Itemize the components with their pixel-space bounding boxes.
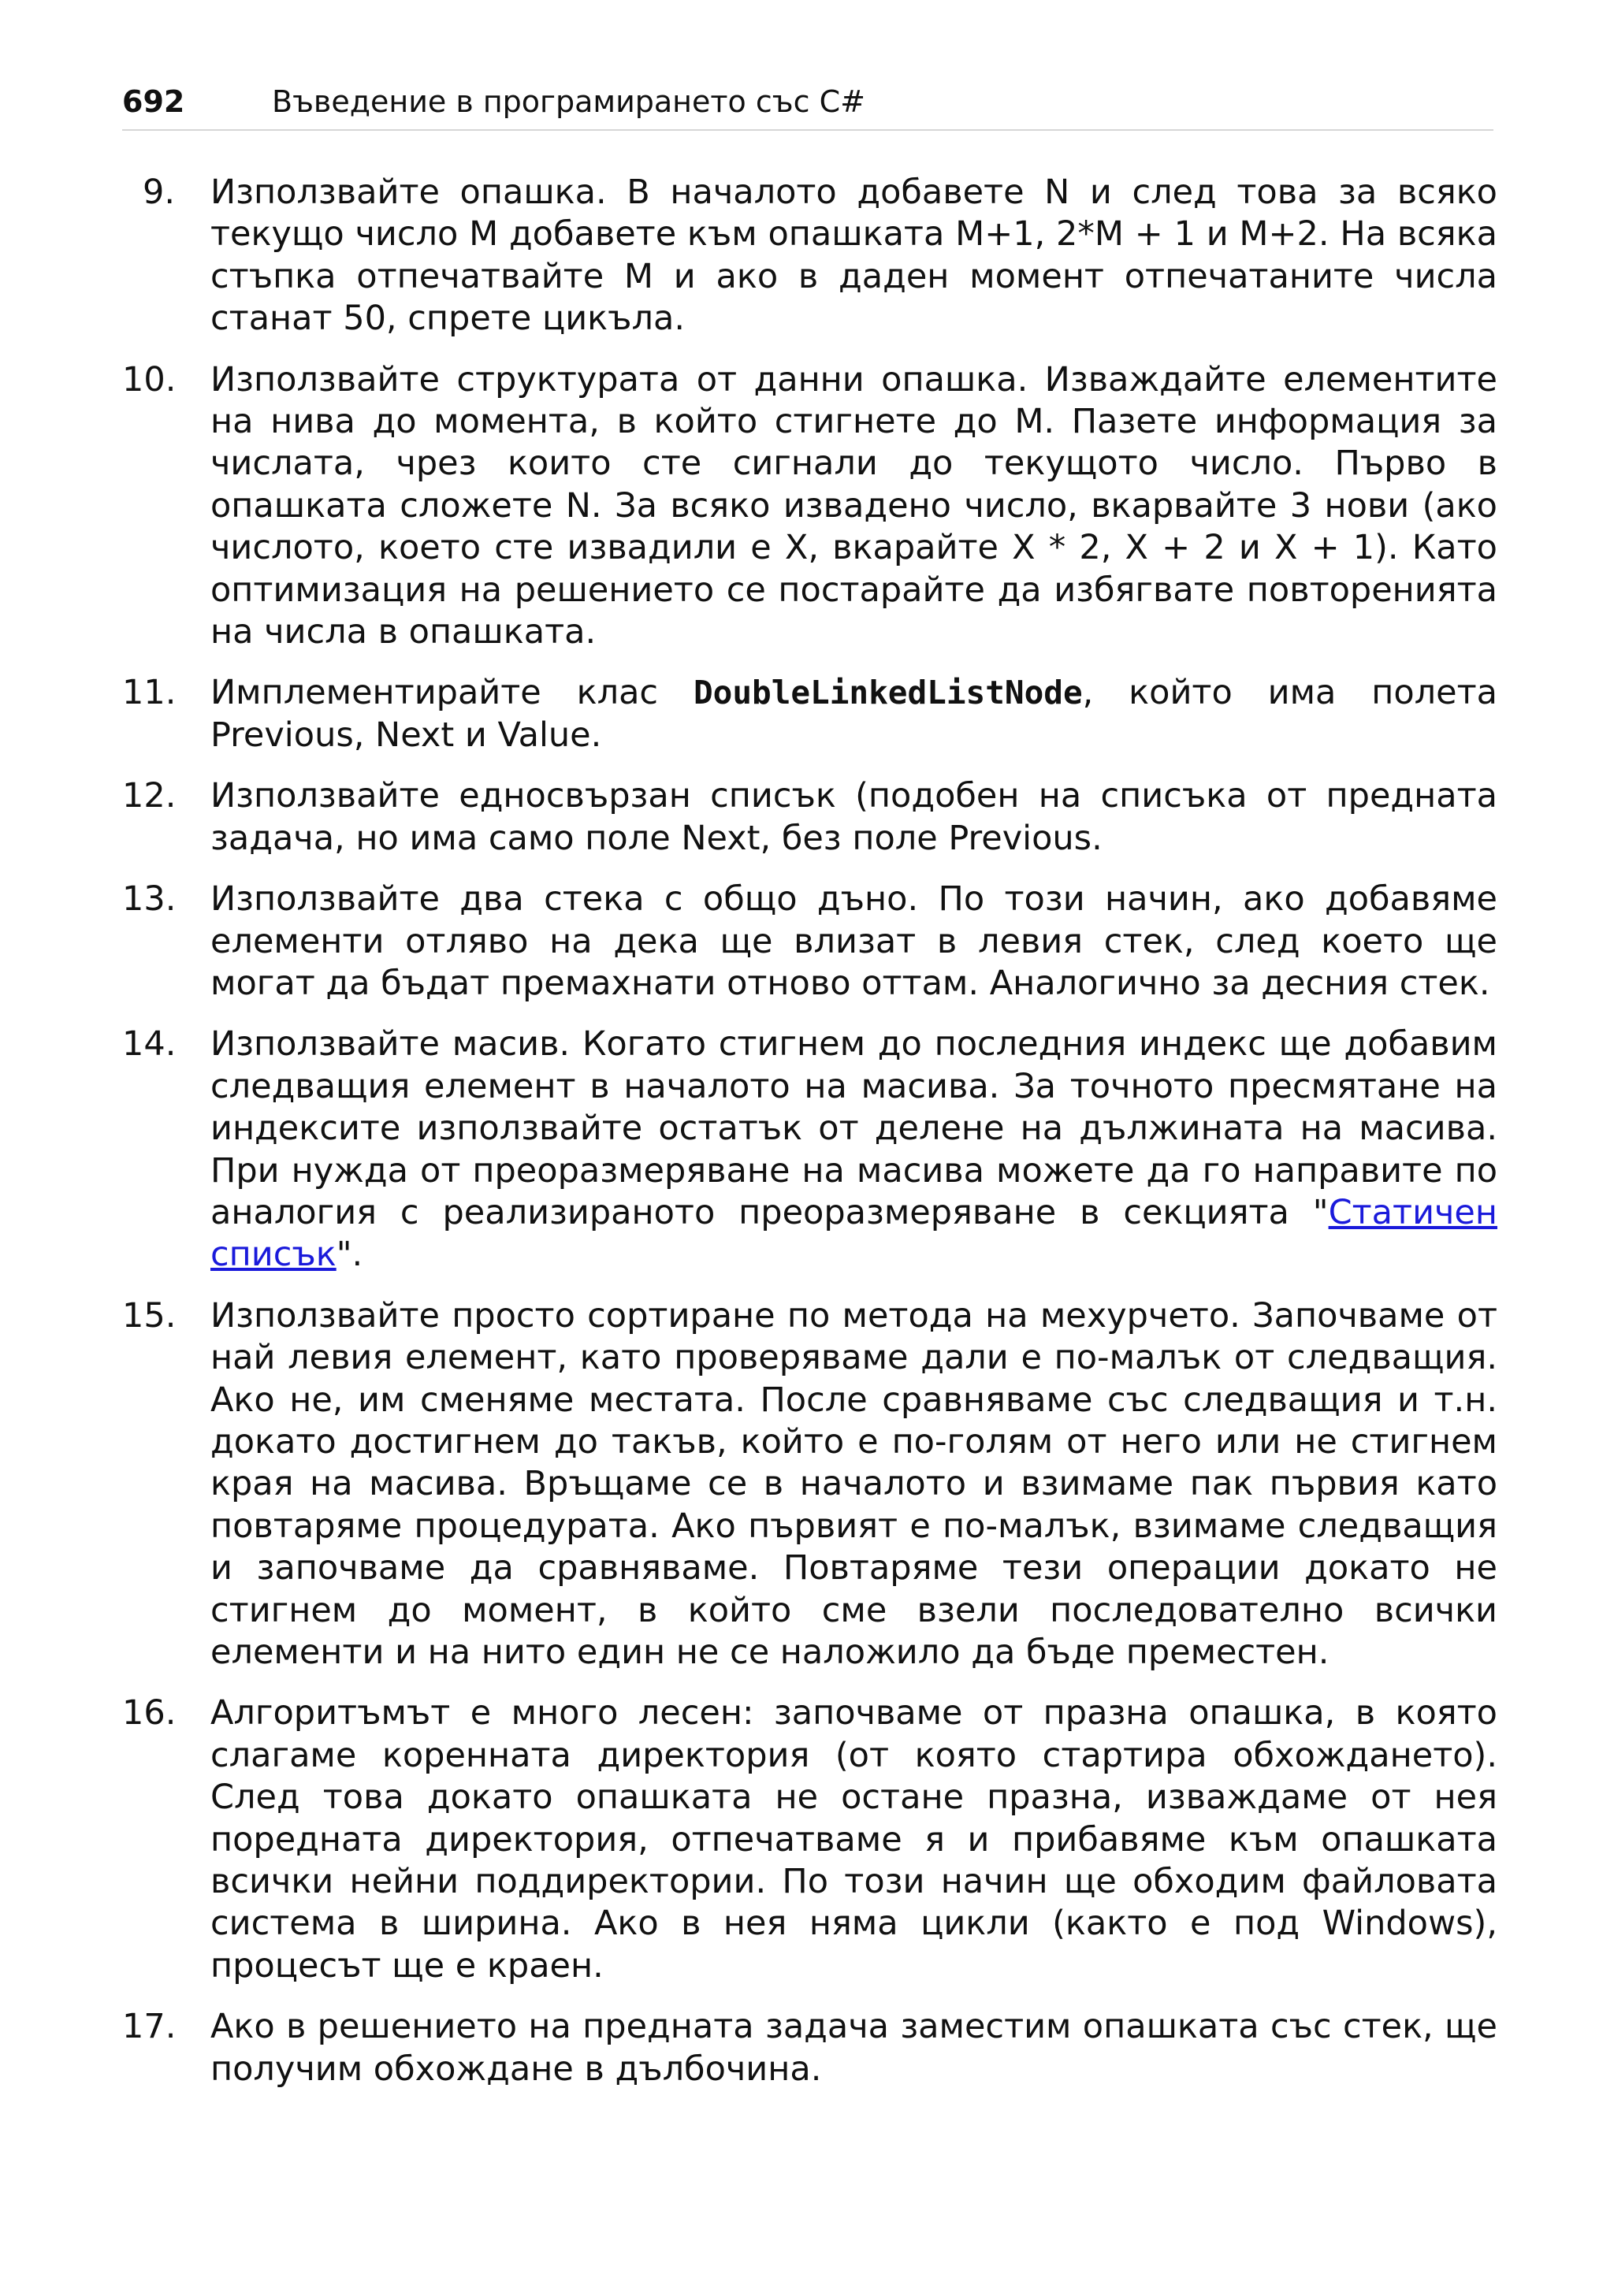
- book-title: Въведение в програмирането със C#: [272, 84, 865, 119]
- item-number: 9.: [143, 173, 176, 212]
- item-text: Използвайте едносвързан списък (подобен на списъка от предната задача, но има само поле Next, без поле Previous.: [210, 776, 1497, 858]
- list-item-10: [122, 359, 1497, 654]
- item-number: 14.: [122, 1024, 177, 1064]
- list-item-16: [122, 1692, 1497, 1987]
- item-number: 13.: [122, 879, 177, 920]
- item-text: [210, 672, 1497, 756]
- page-number: 692: [122, 84, 185, 119]
- item-text-after: , който има полета Previous, Next и Value.: [210, 673, 1497, 755]
- class-name-code: DoubleLinkedListNode: [693, 674, 1083, 712]
- item-text: [210, 1024, 1497, 1276]
- item-text-before: Използвайте масив. Когато стигнем до последния индекс ще добавим следващия елемент в началото на масива. За точното пресмятане на индексите използвайте остатък от делене на дължината на масива. При нужда от преоразмеряване на масива можете да го направите по аналогия с реализираното преоразмеряване в секцията ": [210, 1024, 1497, 1232]
- item-text: Използвайте просто сортиране по метода на мехурчето. Започваме от най левия елемент, като проверяваме дали е по-малък от следващия. Ако не, им сменяме местата. После сравняваме със следващия и т.н. докато достигнем до такъв, който е по-голям от него или не стигнем края на масива. Връщаме се в началото и взимаме пак първия като повтаряме процедурата. Ако първият е по-малък, взимаме следващия и започваме да сравняваме. Повтаряме тези операции докато не стигнем до момент, в който сме взели последователно всички елементи и на нито един не се наложило да бъде преместен.: [210, 1295, 1497, 1672]
- item-number: 12.: [122, 776, 177, 816]
- item-number: 16.: [122, 1693, 177, 1733]
- list-item-14: [122, 1024, 1497, 1276]
- list-item-17: [122, 2006, 1497, 2090]
- item-number: 11.: [122, 673, 177, 713]
- item-text-before: Имплементирайте клас: [210, 673, 659, 713]
- solution-hints-list: [122, 172, 1497, 2109]
- static-list-link[interactable]: Статичен списък: [210, 1192, 1497, 1275]
- list-item-12: [122, 775, 1497, 860]
- item-text: Алгоритъмът е много лесен: започваме от празна опашка, в която слагаме коренната директория (от която стартира обхождането). След това докато опашката не остане празна, изваждаме от нея поредната директория, отпечатваме я и прибавяме към опашката всички нейни поддиректории. По този начин ще обходим файловата система в ширина. Ако в нея няма цикли (както е под Windows), процесът ще е краен.: [210, 1693, 1497, 1986]
- item-number: 15.: [122, 1295, 177, 1336]
- list-item-9: [122, 172, 1497, 340]
- item-text-after: ".: [336, 1235, 363, 1275]
- item-text: Използвайте опашка. В началото добавете N и след това за всяко текущо число M добавете към опашката M+1, 2*M + 1 и M+2. На всяка стъпка отпечатвайте M и ако в даден момент отпечатаните числа станат 50, спрете цикъла.: [210, 173, 1497, 339]
- list-item-13: [122, 879, 1497, 1005]
- item-text: Използвайте два стека с общо дъно. По този начин, ако добавяме елементи отляво на дека ще влизат в левия стек, след което ще могат да бъдат премахнати отново оттам. Аналогично за десния стек.: [210, 879, 1497, 1003]
- page-header: [122, 82, 1493, 131]
- item-number: 17.: [122, 2007, 177, 2047]
- item-number: 10.: [122, 359, 177, 399]
- item-text: Ако в решението на предната задача заместим опашката със стек, ще получим обхождане в дълбочина.: [210, 2007, 1497, 2089]
- item-text: Използвайте структурата от данни опашка. Изваждайте елементите на нива до момента, в който стигнете до M. Пазете информация за числата, чрез които сте сигнали до текущото число. Първо в опашката сложете N. За всяко извадено число, вкарвайте 3 нови (ако числото, което сте извадили е X, вкарайте X * 2, X + 2 и X + 1). Като оптимизация на решението се постарайте да избягвате повторенията на числа в опашката.: [210, 359, 1497, 652]
- list-item-11: [122, 672, 1497, 756]
- list-item-15: [122, 1295, 1497, 1674]
